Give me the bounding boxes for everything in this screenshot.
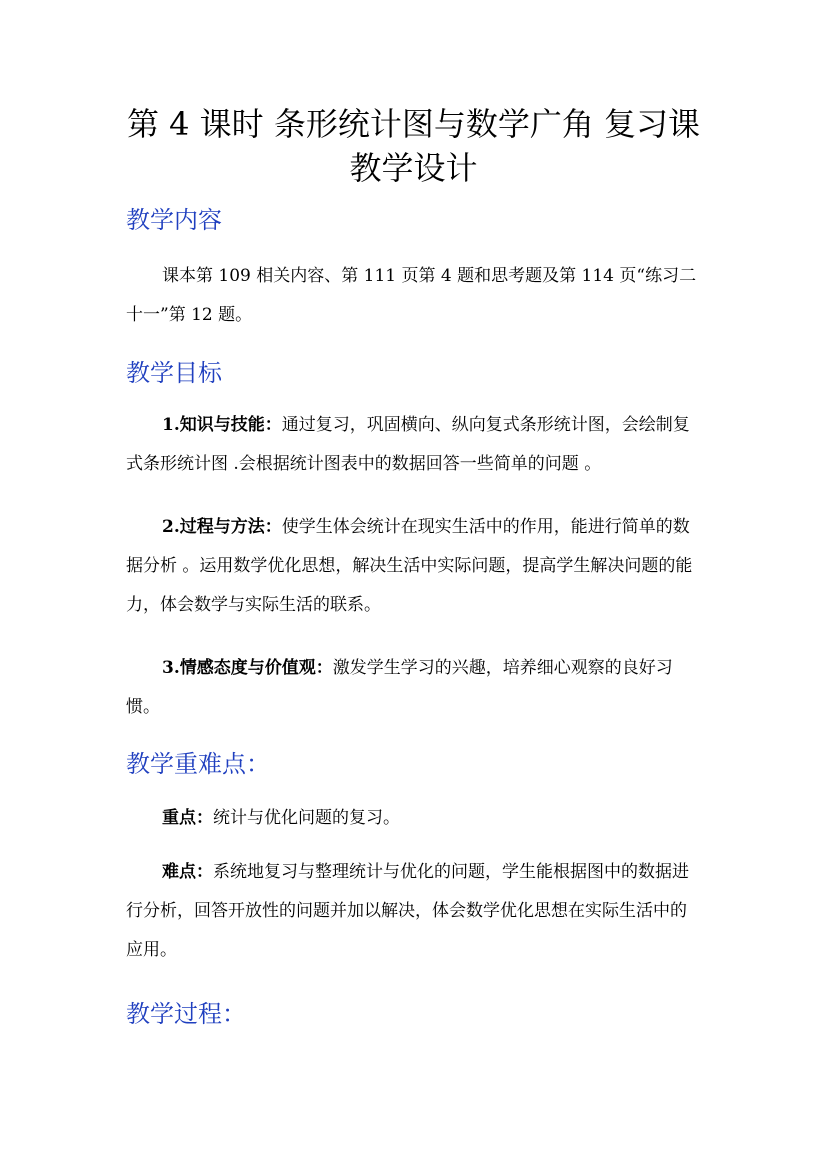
goal-text-1: 通过复习，巩固横向、纵向复式条形统计图，会绘制复式条形统计图 .会根据统计图表中的数据回答一些简单的问题 。 — [126, 415, 690, 474]
goal-label-2: 2.过程与方法： — [162, 517, 282, 537]
goal-label-3: 3.情感态度与价值观： — [162, 658, 333, 678]
document-title-line2: 教学设计 — [349, 149, 478, 187]
content-paragraph: 课本第 109 相关内容、第 111 页第 4 题和思考题及第 114 页“练习二十一”第 12 题。 — [126, 266, 697, 325]
difficulty-label: 难点： — [162, 862, 213, 882]
goal-paragraph-3 — [126, 649, 702, 727]
section-heading-key-points: 教学重难点： — [126, 750, 270, 778]
goal-label-1: 1.知识与技能： — [162, 415, 282, 435]
section-heading-content: 教学内容 — [126, 206, 222, 234]
focus-label: 重点： — [162, 808, 213, 828]
document-title-line1: 第 4 课时 条形统计图与数学广角 复习课 — [126, 105, 701, 143]
goal-text-3: 激发学生学习的兴趣，培养细心观察的良好习惯。 — [126, 658, 673, 717]
difficulty-paragraph — [126, 853, 702, 970]
difficulty-text: 系统地复习与整理统计与优化的问题，学生能根据图中的数据进行分析，回答开放性的问题并加以解决，体会数学优化思想在实际生活中的应用。 — [126, 862, 689, 960]
goal-paragraph-1 — [126, 406, 702, 484]
focus-paragraph — [126, 799, 702, 838]
section-heading-process: 教学过程： — [126, 1000, 246, 1028]
goal-text-2: 使学生体会统计在现实生活中的作用，能进行简单的数据分析 。运用数学优化思想，解决生活中实际问题，提高学生解决问题的能力，体会数学与实际生活的联系。 — [126, 517, 693, 615]
focus-text: 统计与优化问题的复习。 — [213, 808, 400, 828]
goal-paragraph-2 — [126, 508, 702, 625]
section-heading-goals: 教学目标 — [126, 359, 222, 387]
